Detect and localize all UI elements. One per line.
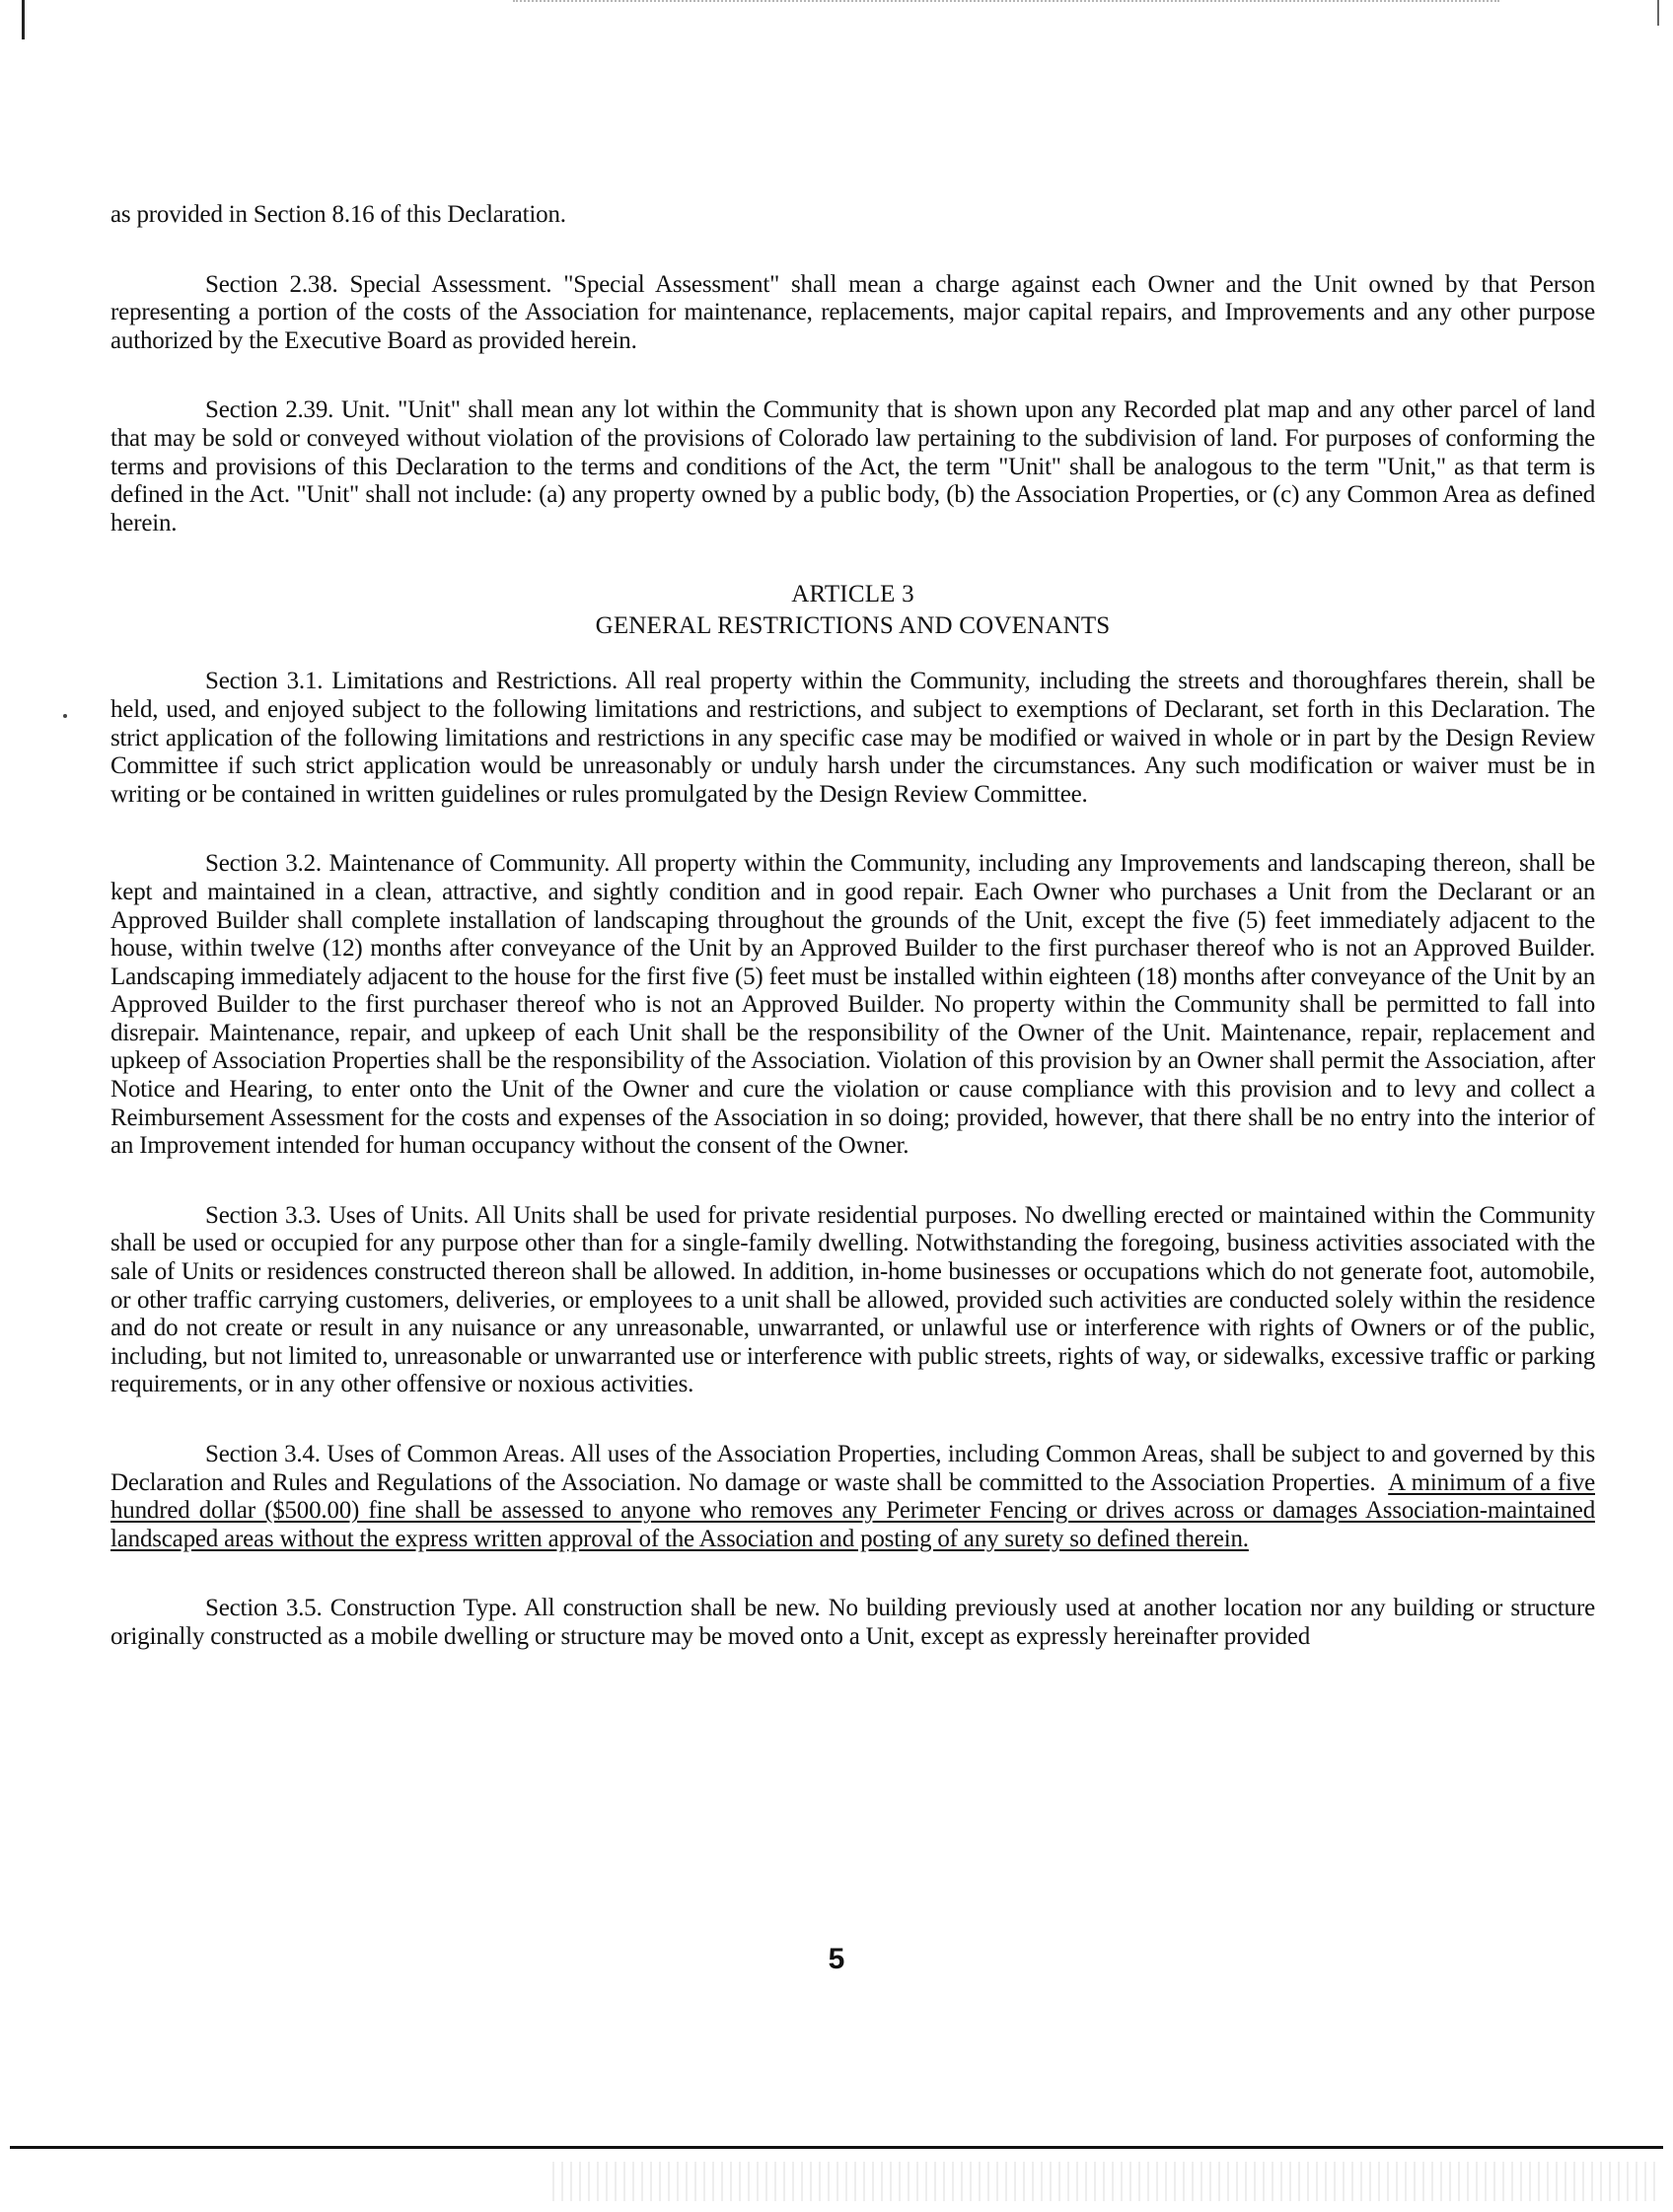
scan-artifact-left-mark (22, 0, 25, 39)
document-page (110, 201, 1595, 1693)
section-3-3: Section 3.3. Uses of Units. All Units shall be used for private residential purposes. No dwelling erected or maintained within the Community shall be used or occupied for any purpose other than for a single-family dwelling. Notwithstanding the foregoing, business activities associated with the sale of Units or residences constructed thereon shall be allowed. In addition, in-home businesses or occupations which do not generate foot, automobile, or other traffic carrying customers, deliveries, or employees to a unit shall be allowed, provided such activities are conducted solely within the residence and do not create or result in any nuisance or any unreasonable, unwarranted, or unlawful use or interference with rights of Owners or of the public, including, but not limited to, unreasonable or unwarranted use or interference with public streets, rights of way, or sidewalks, excessive traffic or parking requirements, or in any other offensive or noxious activities. (110, 1201, 1595, 1398)
section-3-5: Section 3.5. Construction Type. All construction shall be new. No building previously used at another location nor any building or structure originally constructed as a mobile dwelling or structure may be moved onto a Unit, except as expressly hereinafter provided (110, 1595, 1595, 1650)
section-3-4 (110, 1441, 1595, 1553)
section-3-1: Section 3.1. Limitations and Restrictions. All real property within the Community, including the streets and thoroughfares therein, shall be held, used, and enjoyed subject to the following limitations and restrictions, and subject to exemptions of Declarant, set forth in this Declaration. The strict application of the following limitations and restrictions in any specific case may be modified or waived in whole or in part by the Design Review Committee if such strict application would be unreasonably or unduly harsh under the circumstances. Any such modification or waiver must be in writing or be contained in written guidelines or rules promulgated by the Design Review Committee. (110, 668, 1595, 808)
section-2-39: Section 2.39. Unit. "Unit" shall mean any lot within the Community that is shown upon any Recorded plat map and any other parcel of land that may be sold or conveyed without violation of the provisions of Colorado law pertaining to the subdivision of land. For purposes of conforming the terms and provisions of this Declaration to the terms and conditions of the Act, the term "Unit" shall be analogous to the term "Unit," as that term is defined in the Act. "Unit" shall not include: (a) any property owned by a public body, (b) the Association Properties, or (c) any Common Area as defined herein. (110, 396, 1595, 536)
scan-artifact-right-mark (1657, 0, 1659, 26)
page-number: 5 (828, 1943, 845, 1975)
article-title: GENERAL RESTRICTIONS AND COVENANTS (595, 612, 1111, 640)
scan-artifact-bottom (552, 2162, 1657, 2201)
continuation-text: as provided in Section 8.16 of this Declaration. (110, 201, 566, 228)
article-number: ARTICLE 3 (791, 581, 914, 608)
section-3-2: Section 3.2. Maintenance of Community. All property within the Community, including any Improvements and landscaping thereon, shall be kept and maintained in a clean, attractive, and sightly condition and in good repair. Each Owner who purchases a Unit from the Declarant or an Approved Builder shall complete installation of landscaping throughout the grounds of the Unit, except the five (5) feet immediately adjacent to the house, within twelve (12) months after conveyance of the Unit by an Approved Builder to the first purchaser thereof who is not an Approved Builder. Landscaping immediately adjacent to the house for the first five (5) feet must be installed within eighteen (18) months after conveyance of the Unit by an Approved Builder to the first purchaser thereof who is not an Approved Builder. No property within the Community shall be permitted to fall into disrepair. Maintenance, repair, and upkeep of each Unit shall be the responsibility of the Owner of the Unit. Maintenance, repair, replacement and upkeep of Association Properties shall be the responsibility of the Association. Violation of this provision by an Owner shall permit the Association, after Notice and Hearing, to enter onto the Unit of the Owner and cure the violation or cause compliance with this provision and to levy and collect a Reimbursement Assessment for the costs and expenses of the Association in so doing; provided, however, that there shall be no entry into the interior of an Improvement intended for human occupancy without the consent of the Owner. (110, 850, 1595, 1160)
article-heading (110, 579, 1595, 642)
section-3-4-fine-clause: A minimum of a five hundred dollar ($500.00) fine shall be assessed to anyone who removes any Perimeter Fencing or drives across or damages Association-maintained landscaped areas without the express written approval of the Association and posting of any surety so defined therein. (110, 1468, 1595, 1552)
scan-artifact-dot (63, 714, 67, 718)
scan-artifact-top (513, 0, 1499, 8)
section-3-4-text: Section 3.4. Uses of Common Areas. All uses of the Association Properties, including Common Areas, shall be subject to and governed by this Declaration and Rules and Regulations of the Association. No damage or waste shall be committed to the Association Properties. (110, 1441, 1595, 1496)
section-2-38: Section 2.38. Special Assessment. "Special Assessment" shall mean a charge against each Owner and the Unit owned by that Person representing a portion of the costs of the Association for maintenance, replacements, major capital repairs, and Improvements and any other purpose authorized by the Executive Board as provided herein. (110, 270, 1595, 354)
bottom-rule (10, 2146, 1663, 2149)
